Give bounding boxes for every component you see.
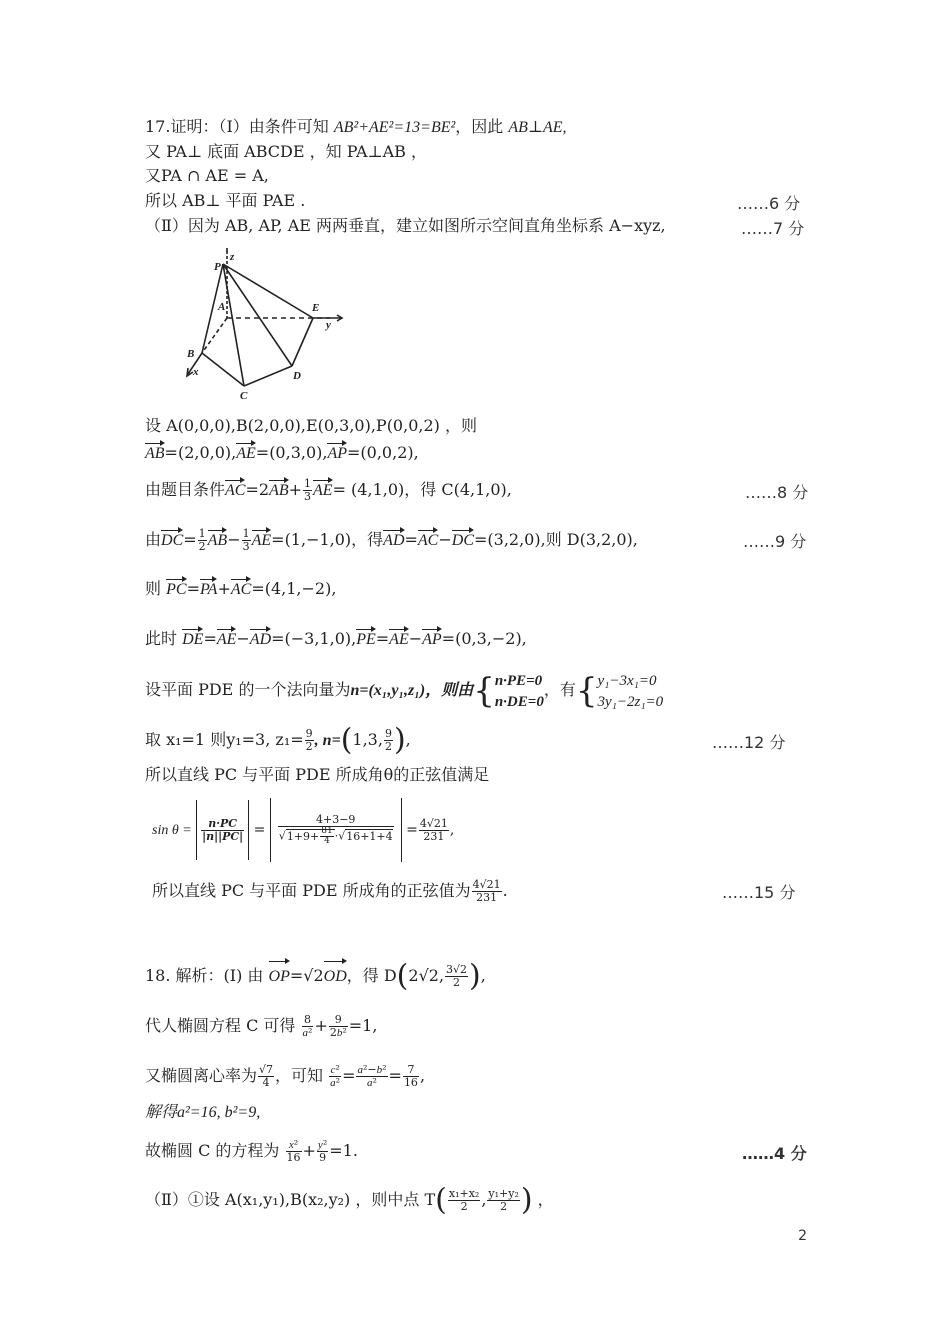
p17-line-11: 此时 DE=AE−AD=(−3,1,0),PE=AE−AP=(0,3,−2), xyxy=(145,628,527,651)
label-P: P xyxy=(214,261,221,273)
label-D: D xyxy=(293,370,301,382)
p17-line-10: 则 PC=PA+AC=(4,1,−2), xyxy=(145,578,336,601)
label-C: C xyxy=(240,390,248,402)
page-number: 2 xyxy=(798,1228,807,1244)
label-E: E xyxy=(312,302,320,314)
p17-line-1: 17.证明：（Ⅰ）由条件可知 AB²+AE²=13=BE²，因此 AB⊥AE, xyxy=(145,117,567,136)
p17-line-7: AB=(2,0,0),AE=(0,3,0),AP=(0,0,2), xyxy=(145,442,419,465)
p17-line-6: 设 A(0,0,0),B(2,0,0),E(0,3,0),P(0,0,2) ，则 xyxy=(145,416,477,435)
p17-line-4: 所以 AB⊥ 平面 PAE . xyxy=(145,191,306,210)
p17-line-3: 又PA ∩ AE = A, xyxy=(145,166,269,185)
p17-line-12: 设平面 PDE 的一个法向量为n=(x₁,y₁,z₁)，则由{n·PE=0 n·DE=0，有{y₁−3x₁=0 3y₁−2z₁=0 xyxy=(145,670,664,711)
p18-line-5: 故椭圆 C 的方程为 $\frac{\text{x²}}{16}$ + $\frac{\text{y²}}{9}$ =1. xyxy=(145,1138,358,1164)
p18-line-2: 代人椭圆方程 C 可得 $\frac{8}{\text{a²}}$ + $\frac{9}{\text{2b²}}$ =1, xyxy=(145,1013,378,1039)
p18-line-4: 解得a²=16, b²=9, xyxy=(145,1104,261,1121)
p17-line-2: 又 PA⊥ 底面 ABCDE ，知 PA⊥AB ， xyxy=(145,142,427,161)
p17-line-8: 由题目条件AC=2AB+ $\frac{1}{3}$ AE= (4,1,0)，得 C(4,1,0), xyxy=(145,477,512,503)
p18-line-6: （Ⅱ）①设 A(x₁,y₁),B(x₂,y₂) ，则中点 T( $\frac{\text{x₁+x₂}}{2}$ , $\frac{\text{y₁+y₂}}{2}$ ) ， xyxy=(145,1182,554,1218)
label-z: z xyxy=(230,251,235,263)
score-9: ……9 分 xyxy=(743,532,807,551)
score-7: ……7 分 xyxy=(741,219,805,238)
p17-line-5: （Ⅱ）因为 AB, AP, AE 两两垂直，建立如图所示空间直角坐标系 A−xyz, xyxy=(145,216,666,235)
score-12: ……12 分 xyxy=(712,733,786,752)
p17-line-13: 取 x₁=1 则y₁=3, z₁= $\frac{9}{2}$ , n=(1,3, $\frac{9}{2}$ ), xyxy=(145,722,411,758)
label-A: A xyxy=(218,301,226,313)
p17-line-9: 由DC= $\frac{1}{2}$ AB− $\frac{1}{3}$ AE=(1,−1,0)，得AD=AC−DC=(3,2,0),则 D(3,2,0), xyxy=(145,527,638,553)
pyramid-figure xyxy=(180,248,350,408)
p18-line-3: 又椭圆离心率为 $\frac{√7}{4}$ ，可知 $\frac{\text{c²}}{\text{a²}}$ = $\frac{\text{a²−b²}}{\text{a²}}$ = $\frac{7}{16}$ , xyxy=(145,1063,426,1089)
label-y: y xyxy=(326,319,331,331)
label-B: B xyxy=(187,348,195,360)
p18-line-1: 18. 解析：(Ⅰ) 由 OP=√2OD，得 D(2√2, $\frac{3√2}{2}$ ), xyxy=(145,958,486,994)
label-x: x xyxy=(193,366,199,378)
score-15: ……15 分 xyxy=(722,883,796,902)
score-6: ……6 分 xyxy=(737,194,801,213)
score-8: ……8 分 xyxy=(745,483,809,502)
score-4: ……4 分 xyxy=(742,1144,807,1163)
p17-line-14: 所以直线 PC 与平面 PDE 所成角θ的正弦值满足 xyxy=(145,765,490,784)
sine-formula: sin θ = $\frac{n\cdot PC}{|n||PC|}$ = 4+3−9 √1+9+ $\frac{81}{4}$ ·√16+1+4 = $\frac{4√21}{231}$ , xyxy=(152,798,454,862)
p17-line-16: 所以直线 PC 与平面 PDE 所成角的正弦值为 $\frac{4√21}{231}$ . xyxy=(152,878,508,904)
